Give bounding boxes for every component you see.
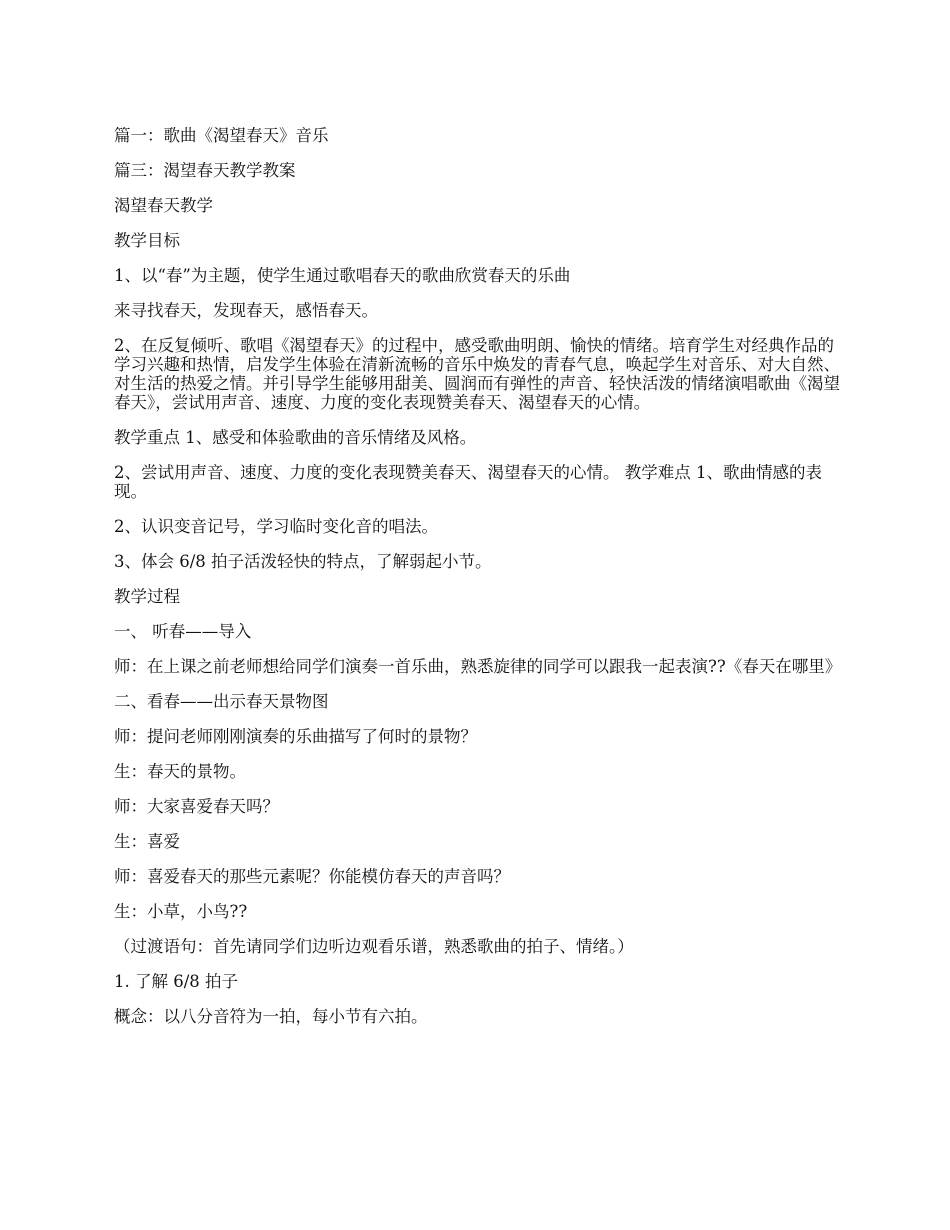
heading-part-one: 篇一：歌曲《渴望春天》音乐 <box>114 126 329 145</box>
key-points: 教学重点 1、感受和体验歌曲的音乐情绪及风格。 <box>114 428 477 447</box>
section-process: 教学过程 <box>114 587 180 606</box>
section-objectives: 教学目标 <box>114 231 180 250</box>
subsection-six-eight: 1. 了解 6/8 拍子 <box>114 972 239 991</box>
teacher-line-4: 师：喜爱春天的那些元素呢？你能模仿春天的声音吗？ <box>114 867 510 886</box>
student-line-3: 生：小草，小鸟?? <box>114 902 248 921</box>
key-point-2-and-difficulty: 2、尝试用声音、速度、力度的变化表现赞美春天、渴望春天的心情。 教学难点 1、歌曲情感的表现。 <box>114 463 822 501</box>
lesson-title: 渴望春天教学 <box>114 196 213 215</box>
teacher-line-1: 师：在上课之前老师想给同学们演奏一首乐曲，熟悉旋律的同学可以跟我一起表演??《春天在哪里》 <box>114 657 842 676</box>
step-two-heading: 二、看春——出示春天景物图 <box>114 692 329 711</box>
difficulty-3: 3、体会 6/8 拍子活泼轻快的特点，了解弱起小节。 <box>114 552 492 571</box>
objective-1: 1、以“春”为主题，使学生通过歌唱春天的歌曲欣赏春天的乐曲 <box>114 266 571 285</box>
transition-note: （过渡语句：首先请同学们边听边观看乐谱，熟悉歌曲的拍子、情绪。） <box>114 937 634 956</box>
teacher-line-3: 师：大家喜爱春天吗？ <box>114 797 279 816</box>
student-line-2: 生：喜爱 <box>114 832 180 851</box>
heading-part-three: 篇三：渴望春天教学教案 <box>114 161 296 180</box>
teacher-line-2: 师：提问老师刚刚演奏的乐曲描写了何时的景物？ <box>114 727 477 746</box>
step-one-heading: 一、 听春——导入 <box>114 622 252 641</box>
student-line-1: 生：春天的景物。 <box>114 762 246 781</box>
objective-1-continued: 来寻找春天，发现春天，感悟春天。 <box>114 301 378 320</box>
difficulty-2: 2、认识变音记号，学习临时变化音的唱法。 <box>114 517 438 536</box>
objective-2: 2、在反复倾听、歌唱《渴望春天》的过程中，感受歌曲明朗、愉快的情绪。培育学生对经典作品的学习兴趣和热情，启发学生体验在清新流畅的音乐中焕发的青春气息，唤起学生对音乐、对大自然、对生活的热爱之情。并引导学生能够用甜美、圆润而有弹性的声音、轻快活泼的情绪演唱歌曲《渴望春天》，尝试用声音、速度、力度的变化表现赞美春天、渴望春天的心情。 <box>114 336 840 412</box>
concept-definition: 概念：以八分音符为一拍，每小节有六拍。 <box>114 1007 428 1026</box>
